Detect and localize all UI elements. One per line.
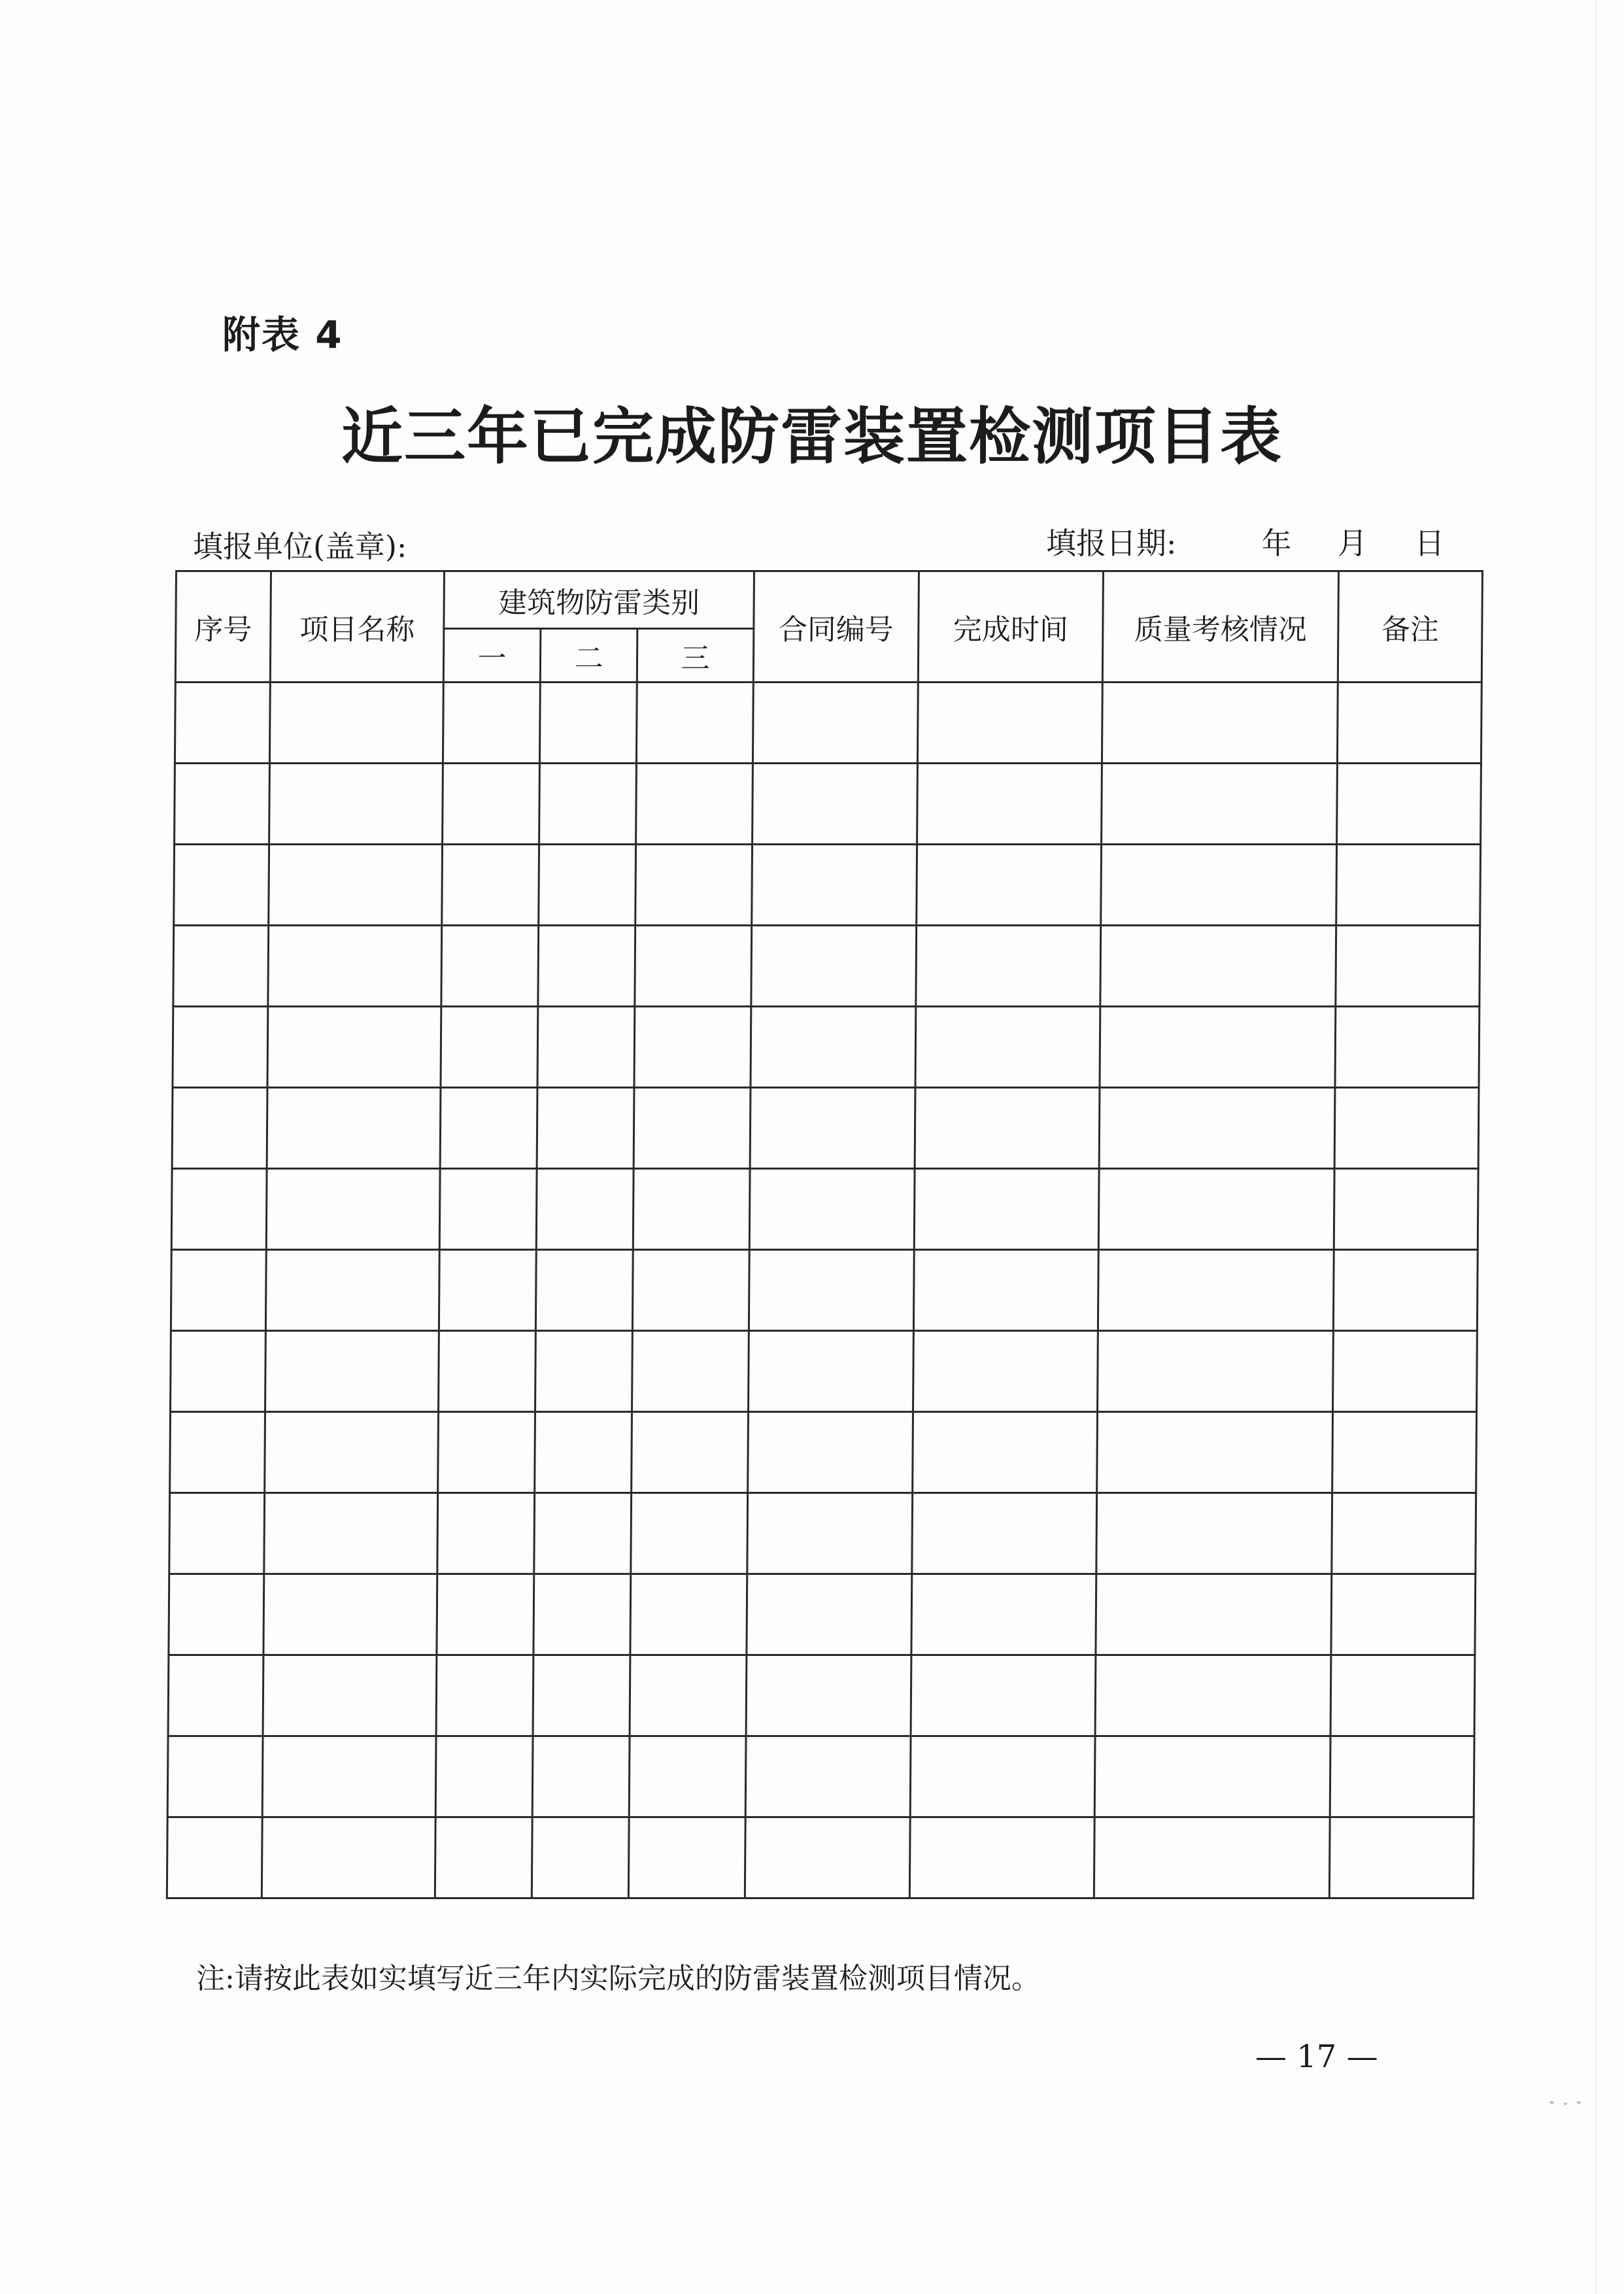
header-remarks: 备注 [1338, 571, 1482, 683]
cell-remarks[interactable] [1332, 1493, 1476, 1574]
header-category-group: 建筑物防雷类别 [444, 571, 754, 629]
table-row [171, 1250, 1478, 1331]
cell-completion-time[interactable] [909, 1817, 1094, 1898]
cell-quality-review[interactable] [1098, 1169, 1334, 1250]
cell-quality-review[interactable] [1097, 1412, 1333, 1493]
cell-quality-review[interactable] [1095, 1655, 1331, 1736]
cell-category-3[interactable] [631, 1493, 748, 1574]
cell-contract-no[interactable] [749, 1250, 914, 1331]
cell-category-3[interactable] [635, 845, 753, 926]
scan-speck [1549, 2101, 1554, 2104]
cell-project-name[interactable] [269, 845, 443, 926]
cell-remarks[interactable] [1333, 1250, 1478, 1331]
cell-category-1[interactable] [437, 1493, 535, 1574]
project-table [166, 570, 1483, 1899]
cell-category-1[interactable] [435, 1736, 533, 1817]
cell-category-3[interactable] [636, 764, 753, 845]
cell-serial[interactable] [171, 1250, 266, 1331]
cell-category-1[interactable] [436, 1655, 533, 1736]
cell-category-2[interactable] [539, 683, 637, 764]
cell-category-2[interactable] [539, 845, 636, 926]
cell-project-name[interactable] [269, 764, 443, 845]
cell-quality-review[interactable] [1096, 1493, 1332, 1574]
cell-project-name[interactable] [268, 926, 442, 1007]
cell-completion-time[interactable] [917, 845, 1102, 926]
header-completion-time: 完成时间 [918, 571, 1103, 683]
cell-completion-time[interactable] [913, 1250, 1098, 1331]
cell-remarks[interactable] [1335, 1007, 1480, 1088]
cell-category-2[interactable] [537, 1088, 634, 1169]
cell-serial[interactable] [169, 1493, 265, 1574]
cell-remarks[interactable] [1330, 1655, 1475, 1736]
cell-completion-time[interactable] [911, 1655, 1096, 1736]
cell-serial[interactable] [171, 1169, 267, 1250]
table-row [173, 926, 1480, 1007]
cell-category-1[interactable] [440, 1088, 537, 1169]
cell-category-1[interactable] [439, 1250, 536, 1331]
cell-contract-no[interactable] [745, 1817, 910, 1898]
cell-remarks[interactable] [1334, 1088, 1479, 1169]
cell-remarks[interactable] [1330, 1736, 1474, 1817]
cell-quality-review[interactable] [1098, 1331, 1334, 1412]
cell-category-3[interactable] [630, 1574, 747, 1655]
cell-contract-no[interactable] [745, 1736, 911, 1817]
cell-quality-review[interactable] [1100, 926, 1336, 1007]
cell-serial[interactable] [174, 845, 269, 926]
cell-contract-no[interactable] [752, 845, 917, 926]
cell-category-2[interactable] [535, 1250, 633, 1331]
cell-completion-time[interactable] [915, 1088, 1100, 1169]
cell-quality-review[interactable] [1094, 1817, 1330, 1898]
cell-completion-time[interactable] [917, 764, 1102, 845]
cell-category-1[interactable] [441, 1007, 538, 1088]
cell-contract-no[interactable] [746, 1655, 911, 1736]
cell-category-2[interactable] [534, 1493, 632, 1574]
cell-serial[interactable] [173, 926, 269, 1007]
table-row [174, 845, 1481, 926]
table-row [171, 1331, 1478, 1412]
cell-project-name[interactable] [266, 1169, 440, 1250]
fill-date-month: 月 [1337, 526, 1368, 561]
cell-serial[interactable] [173, 1007, 268, 1088]
cell-serial[interactable] [167, 1736, 263, 1817]
fill-unit-label: 填报单位(盖章): [193, 529, 407, 564]
footnote: 注:请按此表如实填写近三年内实际完成的防雷装置检测项目情况。 [196, 1962, 1040, 1995]
cell-category-1[interactable] [441, 926, 539, 1007]
cell-project-name[interactable] [265, 1412, 439, 1493]
cell-remarks[interactable] [1333, 1331, 1478, 1412]
table-row [167, 1736, 1474, 1817]
cell-project-name[interactable] [267, 1007, 441, 1088]
cell-contract-no[interactable] [747, 1493, 913, 1574]
cell-category-3[interactable] [632, 1412, 749, 1493]
table-row [167, 1817, 1474, 1898]
cell-remarks[interactable] [1336, 845, 1481, 926]
cell-category-2[interactable] [533, 1574, 631, 1655]
header-quality-review: 质量考核情况 [1102, 571, 1338, 683]
cell-remarks[interactable] [1329, 1817, 1474, 1898]
cell-category-2[interactable] [537, 1007, 635, 1088]
cell-category-2[interactable] [532, 1817, 629, 1898]
cell-serial[interactable] [167, 1817, 262, 1898]
cell-remarks[interactable] [1336, 926, 1480, 1007]
cell-completion-time[interactable] [913, 1331, 1098, 1412]
cell-category-3[interactable] [634, 1088, 751, 1169]
header-contract-no: 合同编号 [753, 571, 919, 683]
cell-quality-review[interactable] [1102, 764, 1338, 845]
table-row [168, 1655, 1475, 1736]
cell-category-1[interactable] [442, 845, 539, 926]
cell-contract-no[interactable] [753, 683, 918, 764]
cell-category-3[interactable] [632, 1331, 749, 1412]
cell-completion-time[interactable] [916, 926, 1101, 1007]
cell-contract-no[interactable] [750, 1088, 915, 1169]
cell-project-name[interactable] [263, 1655, 437, 1736]
cell-serial[interactable] [175, 764, 270, 845]
cell-project-name[interactable] [264, 1493, 438, 1574]
table-row [169, 1574, 1476, 1655]
document-title: 近三年已完成防雷装置检测项目表 [341, 401, 1283, 473]
cell-category-3[interactable] [629, 1736, 746, 1817]
cell-completion-time[interactable] [917, 683, 1102, 764]
cell-contract-no[interactable] [747, 1574, 912, 1655]
cell-category-3[interactable] [634, 1007, 751, 1088]
cell-remarks[interactable] [1337, 764, 1481, 845]
cell-serial[interactable] [171, 1331, 266, 1412]
cell-serial[interactable] [175, 683, 270, 764]
cell-category-2[interactable] [532, 1736, 630, 1817]
cell-serial[interactable] [170, 1412, 265, 1493]
cell-completion-time[interactable] [910, 1736, 1095, 1817]
table-row [169, 1493, 1476, 1574]
header-project-name: 项目名称 [270, 571, 444, 683]
fill-date-label: 填报日期: [1046, 526, 1177, 561]
table-row [175, 683, 1481, 764]
header-category-2: 二 [540, 629, 637, 683]
cell-project-name[interactable] [262, 1817, 435, 1898]
cell-remarks[interactable] [1337, 683, 1481, 764]
fill-date-row [1046, 520, 1471, 563]
cell-category-2[interactable] [535, 1331, 633, 1412]
cell-project-name[interactable] [263, 1574, 437, 1655]
cell-project-name[interactable] [262, 1736, 436, 1817]
cell-completion-time[interactable] [913, 1412, 1098, 1493]
cell-completion-time[interactable] [915, 1007, 1100, 1088]
cell-remarks[interactable] [1331, 1574, 1476, 1655]
cell-category-3[interactable] [628, 1817, 745, 1898]
page-number: — 17 — [1255, 2038, 1378, 2075]
cell-project-name[interactable] [269, 683, 443, 764]
cell-category-1[interactable] [437, 1574, 534, 1655]
cell-category-1[interactable] [443, 683, 540, 764]
table-body [167, 683, 1481, 1898]
cell-quality-review[interactable] [1099, 1088, 1335, 1169]
scan-edge-line [1595, 0, 1597, 2294]
header-serial: 序号 [175, 571, 271, 683]
table-row [172, 1088, 1479, 1169]
cell-quality-review[interactable] [1102, 683, 1338, 764]
header-category-1: 一 [443, 629, 541, 683]
project-table-wrapper [166, 570, 1481, 1923]
cell-category-3[interactable] [636, 683, 753, 764]
cell-quality-review[interactable] [1094, 1736, 1330, 1817]
scan-speck [1564, 2102, 1567, 2105]
cell-quality-review[interactable] [1098, 1250, 1334, 1331]
header-category-3: 三 [637, 629, 754, 683]
cell-contract-no[interactable] [749, 1169, 915, 1250]
cell-contract-no[interactable] [751, 1007, 916, 1088]
cell-category-1[interactable] [439, 1331, 536, 1412]
table-row [170, 1412, 1477, 1493]
cell-contract-no[interactable] [751, 926, 917, 1007]
cell-project-name[interactable] [265, 1331, 439, 1412]
cell-category-2[interactable] [536, 1169, 634, 1250]
cell-quality-review[interactable] [1101, 845, 1337, 926]
cell-category-1[interactable] [443, 764, 540, 845]
table-row [171, 1169, 1478, 1250]
cell-category-2[interactable] [535, 1412, 632, 1493]
cell-category-3[interactable] [632, 1250, 749, 1331]
cell-category-1[interactable] [435, 1817, 532, 1898]
cell-contract-no[interactable] [748, 1412, 913, 1493]
scan-speck [1577, 2101, 1581, 2104]
cell-project-name[interactable] [267, 1088, 441, 1169]
cell-completion-time[interactable] [914, 1169, 1099, 1250]
cell-serial[interactable] [168, 1655, 263, 1736]
fill-date-day: 日 [1414, 526, 1445, 561]
cell-category-2[interactable] [539, 764, 637, 845]
cell-category-1[interactable] [439, 1169, 537, 1250]
cell-category-2[interactable] [538, 926, 635, 1007]
cell-remarks[interactable] [1334, 1169, 1478, 1250]
cell-remarks[interactable] [1332, 1412, 1477, 1493]
cell-category-1[interactable] [438, 1412, 535, 1493]
table-row [173, 1007, 1480, 1088]
cell-project-name[interactable] [265, 1250, 439, 1331]
cell-serial[interactable] [172, 1088, 267, 1169]
cell-serial[interactable] [169, 1574, 264, 1655]
cell-category-3[interactable] [635, 926, 752, 1007]
cell-contract-no[interactable] [753, 764, 918, 845]
table-row [175, 764, 1481, 845]
cell-completion-time[interactable] [912, 1493, 1097, 1574]
cell-category-3[interactable] [633, 1169, 750, 1250]
fill-date-year: 年 [1261, 526, 1292, 561]
cell-category-3[interactable] [630, 1655, 747, 1736]
cell-quality-review[interactable] [1096, 1574, 1332, 1655]
appendix-label: 附表 4 [222, 312, 343, 357]
cell-completion-time[interactable] [911, 1574, 1096, 1655]
cell-quality-review[interactable] [1100, 1007, 1336, 1088]
cell-contract-no[interactable] [749, 1331, 914, 1412]
cell-category-2[interactable] [533, 1655, 630, 1736]
